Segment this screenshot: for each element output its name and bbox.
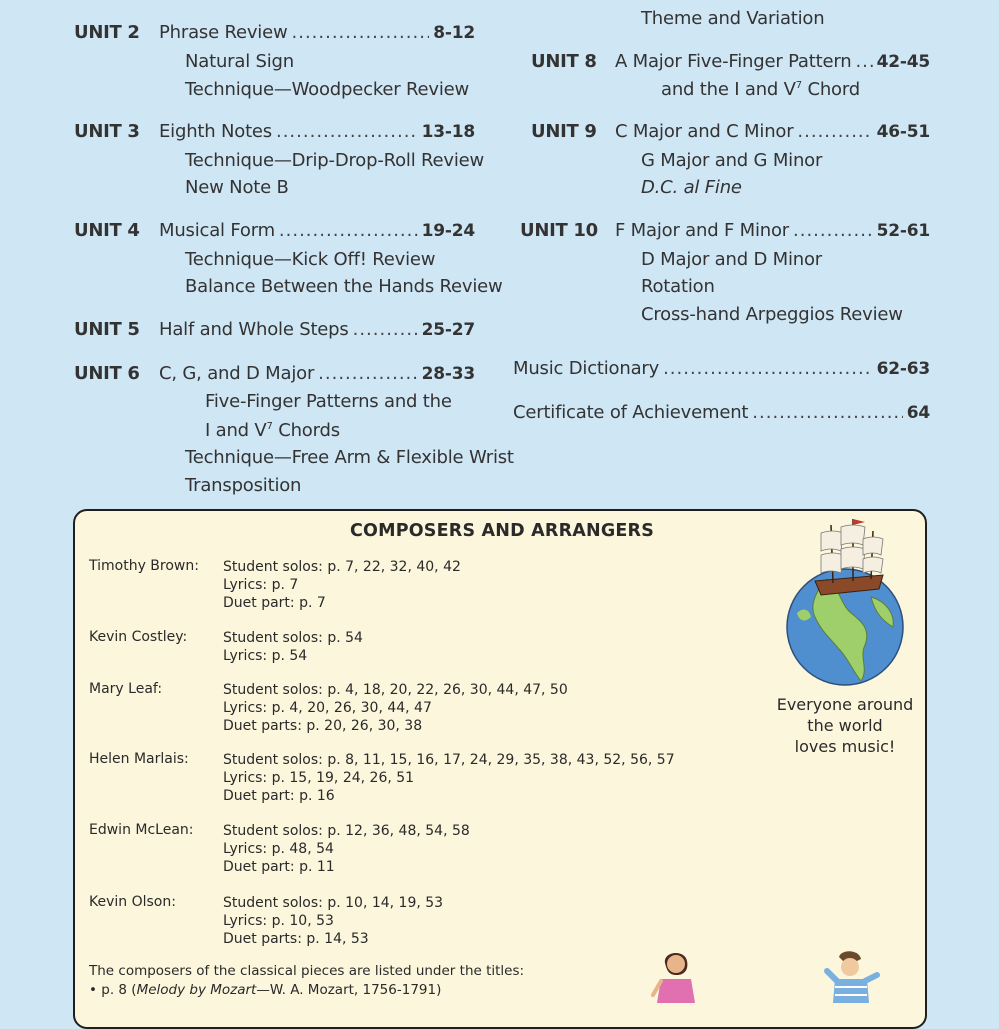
unit-8-label: UNIT 8: [531, 51, 597, 72]
unit-8-pages: 42-45: [876, 52, 930, 72]
unit-9-pages: 46-51: [876, 122, 930, 142]
composer-credits: Student solos: p. 10, 14, 19, 53 Lyrics: p. 10, 53 Duet parts: p. 14, 53: [223, 895, 444, 947]
unit-8-entry[interactable]: [615, 51, 930, 72]
classical-note: The composers of the classical pieces are listed under the titles:: [89, 963, 525, 979]
globe-caption: Everyone around the world loves music!: [776, 695, 914, 756]
unit-6-sub-indented-1: Five-Finger Patterns and the: [205, 391, 452, 412]
girl-illustration: [649, 947, 709, 1003]
unit-6-sub-indented-2: I and $V^7$ Chords: [205, 420, 340, 441]
composer-name: Kevin Costley:: [89, 629, 188, 645]
leader-dots: [752, 402, 902, 423]
certificate-entry[interactable]: [513, 402, 930, 423]
unit-8-title: A Major Five-Finger Pattern: [615, 51, 852, 72]
music-dictionary-title: Music Dictionary: [513, 358, 660, 379]
unit-2-sub-1: Natural Sign: [185, 51, 294, 72]
unit-6-sub-2: Transposition: [185, 475, 302, 496]
unit-5-entry[interactable]: [159, 319, 475, 340]
composer-credits: Student solos: p. 54 Lyrics: p. 54: [223, 630, 363, 664]
leader-dots: [797, 121, 872, 142]
unit-6-entry[interactable]: [159, 363, 475, 384]
unit-4-sub-2: Balance Between the Hands Review: [185, 276, 503, 297]
composer-name: Timothy Brown:: [89, 558, 199, 574]
unit-3-label: UNIT 3: [74, 121, 140, 142]
unit-3-entry[interactable]: [159, 121, 475, 142]
boy-illustration: [811, 947, 891, 1003]
certificate-pages: 64: [906, 403, 930, 423]
unit-3-title: Eighth Notes: [159, 121, 272, 142]
unit-10-sub-3: Cross-hand Arpeggios Review: [641, 304, 903, 325]
unit-9-sub-1: G Major and G Minor: [641, 150, 823, 171]
unit-2-entry[interactable]: [159, 22, 475, 43]
unit-4-pages: 19-24: [421, 221, 475, 241]
unit-5-label: UNIT 5: [74, 319, 140, 340]
unit-8-sub: and the I and $V^7$ Chord: [661, 79, 860, 100]
leader-dots: [353, 319, 418, 340]
leader-dots: [279, 220, 418, 241]
unit-10-label: UNIT 10: [520, 220, 598, 241]
unit-10-pages: 52-61: [876, 221, 930, 241]
unit-5-title: Half and Whole Steps: [159, 319, 349, 340]
unit-9-sub-2: D.C. al Fine: [641, 177, 742, 198]
unit-6-sub-1: Technique—Free Arm & Flexible Wrist: [185, 447, 514, 468]
unit-9-title: C Major and C Minor: [615, 121, 794, 142]
leader-dots: [292, 22, 430, 43]
leader-dots: [663, 358, 873, 379]
unit-10-sub-1: D Major and D Minor: [641, 249, 822, 270]
unit-4-title: Musical Form: [159, 220, 275, 241]
composer-name: Mary Leaf:: [89, 681, 163, 697]
composer-name: Edwin McLean:: [89, 822, 194, 838]
certificate-title: Certificate of Achievement: [513, 402, 749, 423]
unit-9-label: UNIT 9: [531, 121, 597, 142]
unit-6-title: C, G, and D Major: [159, 363, 315, 384]
composer-credits: Student solos: p. 4, 18, 20, 22, 26, 30, 44, 47, 50 Lyrics: p. 4, 20, 26, 30, 44, 47 Duet parts: p. 20, 26, 30, 38: [223, 682, 568, 734]
composer-name: Kevin Olson:: [89, 894, 176, 910]
unit-5-pages: 25-27: [421, 320, 475, 340]
unit-4-entry[interactable]: [159, 220, 475, 241]
classical-item: • p. 8 (Melody by Mozart—W. A. Mozart, 1756-1791): [89, 982, 442, 998]
leader-dots: [318, 363, 417, 384]
unit-10-title: F Major and F Minor: [615, 220, 789, 241]
unit-4-label: UNIT 4: [74, 220, 140, 241]
composer-name: Helen Marlais:: [89, 751, 189, 767]
composers-box: [73, 509, 927, 1029]
unit-4-sub-1: Technique—Kick Off! Review: [185, 249, 436, 270]
unit-2-label: UNIT 2: [74, 22, 140, 43]
unit-6-pages: 28-33: [421, 364, 475, 384]
unit-3-pages: 13-18: [421, 122, 475, 142]
unit-7-sub-fragment: Theme and Variation: [641, 8, 825, 29]
music-dictionary-pages: 62-63: [876, 359, 930, 379]
composer-credits: Student solos: p. 8, 11, 15, 16, 17, 24, 29, 35, 38, 43, 52, 56, 57 Lyrics: p. 15, 19, 24, 26, 51 Duet part: p. 16: [223, 752, 675, 804]
composer-credits: Student solos: p. 12, 36, 48, 54, 58 Lyrics: p. 48, 54 Duet part: p. 11: [223, 823, 470, 875]
globe-ship-illustration: [775, 517, 915, 692]
unit-2-sub-2: Technique—Woodpecker Review: [185, 79, 470, 100]
leader-dots: [855, 51, 872, 72]
unit-2-title: Phrase Review: [159, 22, 288, 43]
leader-dots: [276, 121, 418, 142]
unit-3-sub-1: Technique—Drip-Drop-Roll Review: [185, 150, 485, 171]
unit-10-entry[interactable]: [615, 220, 930, 241]
unit-2-pages: 8-12: [433, 23, 475, 43]
unit-6-label: UNIT 6: [74, 363, 140, 384]
unit-9-entry[interactable]: [615, 121, 930, 142]
composers-heading: COMPOSERS AND ARRANGERS: [349, 521, 655, 541]
composer-credits: Student solos: p. 7, 22, 32, 40, 42 Lyrics: p. 7 Duet part: p. 7: [223, 559, 461, 611]
unit-10-sub-2: Rotation: [641, 276, 715, 297]
leader-dots: [793, 220, 873, 241]
unit-3-sub-2: New Note B: [185, 177, 289, 198]
music-dictionary-entry[interactable]: [513, 358, 930, 379]
